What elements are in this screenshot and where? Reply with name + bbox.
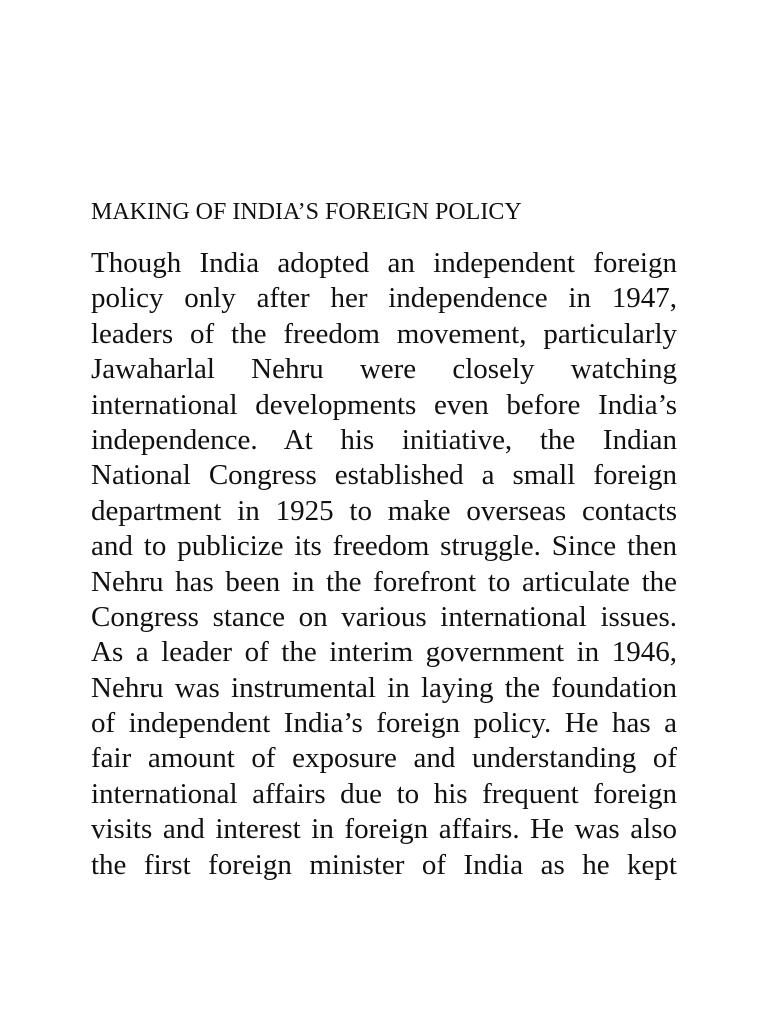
paragraph-line: international developments even before India’s	[91, 388, 677, 421]
paragraph-line: As a leader of the interim government in 1946,	[91, 636, 677, 669]
paragraph-line: Nehru has been in the forefront to articulate the	[91, 565, 677, 598]
paragraph-line: leaders of the freedom movement, particularly	[91, 317, 677, 350]
paragraph-line: Jawaharlal Nehru were closely watching	[91, 353, 677, 386]
paragraph-line: policy only after her independence in 1947,	[91, 282, 677, 315]
paragraph-line: fair amount of exposure and understanding of	[91, 742, 677, 775]
paragraph-line: independence. At his initiative, the Indian	[91, 423, 677, 456]
body-paragraph	[91, 246, 677, 883]
paragraph-line: visits and interest in foreign affairs. He was also	[91, 813, 677, 846]
paragraph-line: of independent India’s foreign policy. He has a	[91, 707, 677, 740]
paragraph-line: and to publicize its freedom struggle. Since then	[91, 530, 677, 563]
paragraph-line: Though India adopted an independent foreign	[91, 247, 677, 279]
paragraph-line: department in 1925 to make overseas contacts	[91, 494, 677, 527]
paragraph-line: international affairs due to his frequent foreign	[91, 777, 677, 810]
paragraph-line: National Congress established a small foreign	[91, 459, 677, 492]
paragraph-line: Nehru was instrumental in laying the foundation	[91, 671, 677, 704]
paragraph-line: the first foreign minister of India as he kept	[91, 848, 677, 881]
paragraph-line: Congress stance on various international issues.	[91, 600, 677, 633]
document-heading: MAKING OF INDIA’S FOREIGN POLICY	[91, 199, 522, 225]
